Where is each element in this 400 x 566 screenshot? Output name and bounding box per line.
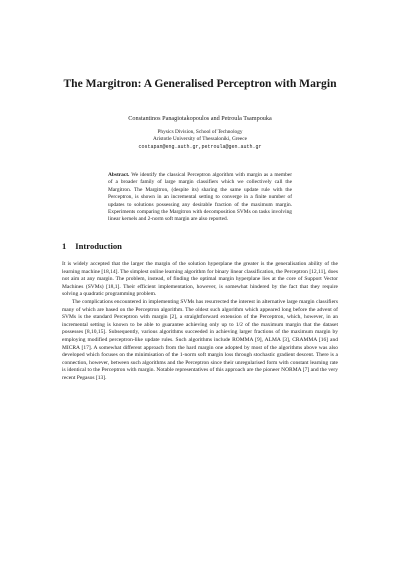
abstract (108, 172, 292, 224)
introduction-paragraph-2: The complications encountered in implementing SVMs has resurrected the interest in alternative large margin classifiers many of which are based on the Perceptron algorithm. The oldest such algorithm which appeared long before the advent of SVMs is the standard Perceptron with margin [2], a straightforward extension of the Perceptron, which, however, in an incremental setting is known to be able to guarantee achieving only up to 1/2 of the maximum margin that the dataset possesses [8,10,15]. Subsequently, various algorithms succeeded in achieving larger fractions of the maximum margin by employing modified perceptron-like update rules. Such algorithms include ROMMA [9], ALMA [3], CRAMMA [16] and MICRA [17]. A somewhat different approach from the hard margin one adopted by most of the algorithms above was also developed which focuses on the minimisation of the 1-norm soft margin loss through stochastic gradient descent. There is a connection, however, between such algorithms and the Perceptron since their unregularised form with constant learning rate is identical to the Perceptron with margin. Notable representatives of this approach are the pioneer NORMA [7] and the very recent Pegasos [13]. (62, 299, 338, 381)
introduction-body (62, 261, 338, 382)
affiliation-dept: Physics Division, School of Technology (157, 129, 243, 135)
author-emails: costapan@eng.auth.gr,petroula@gen.auth.gr (138, 143, 262, 150)
paper-title: The Margitron: A Generalised Perceptron with Margin (63, 77, 337, 90)
affiliation-block (60, 129, 340, 151)
abstract-label: Abstract. (108, 172, 130, 178)
introduction-paragraph-1: It is widely accepted that the larger the margin of the solution hyperplane the greater is the generalisation ability of the learning machine [18,14]. The simplest online learning algorithm for binary linear classification, the Perceptron [12,11], does not aim at any margin. The problem, instead, of finding the optimal margin hyperplane lies at the core of Support Vector Machines (SVMs) [18,1]. Their efficient implementation, however, is somewhat hindered by the fact that they require solving a quadratic programming problem. (62, 261, 338, 298)
section-number: 1 (62, 241, 67, 251)
section-heading-introduction (62, 241, 122, 251)
abstract-text: We identify the classical Perceptron algorithm with margin as a member of a broader family of large margin classifiers which we collectively call the Margitron. The Margitron, (despite its) sharing the same update rule with the Perceptron, is shown in an incremental setting to converge in a finite number of updates to solutions possessing any desirable fraction of the maximum margin. Experiments comparing the Margitron with decomposition SVMs on tasks involving linear kernels and 2-norm soft margin are also reported. (108, 172, 292, 223)
paper-authors: Constantinos Panagiotakopoulos and Petroula Tsampouka (128, 115, 272, 122)
section-title: Introduction (75, 241, 122, 251)
affiliation-university: Aristotle University of Thessaloniki, Greece (153, 136, 247, 143)
